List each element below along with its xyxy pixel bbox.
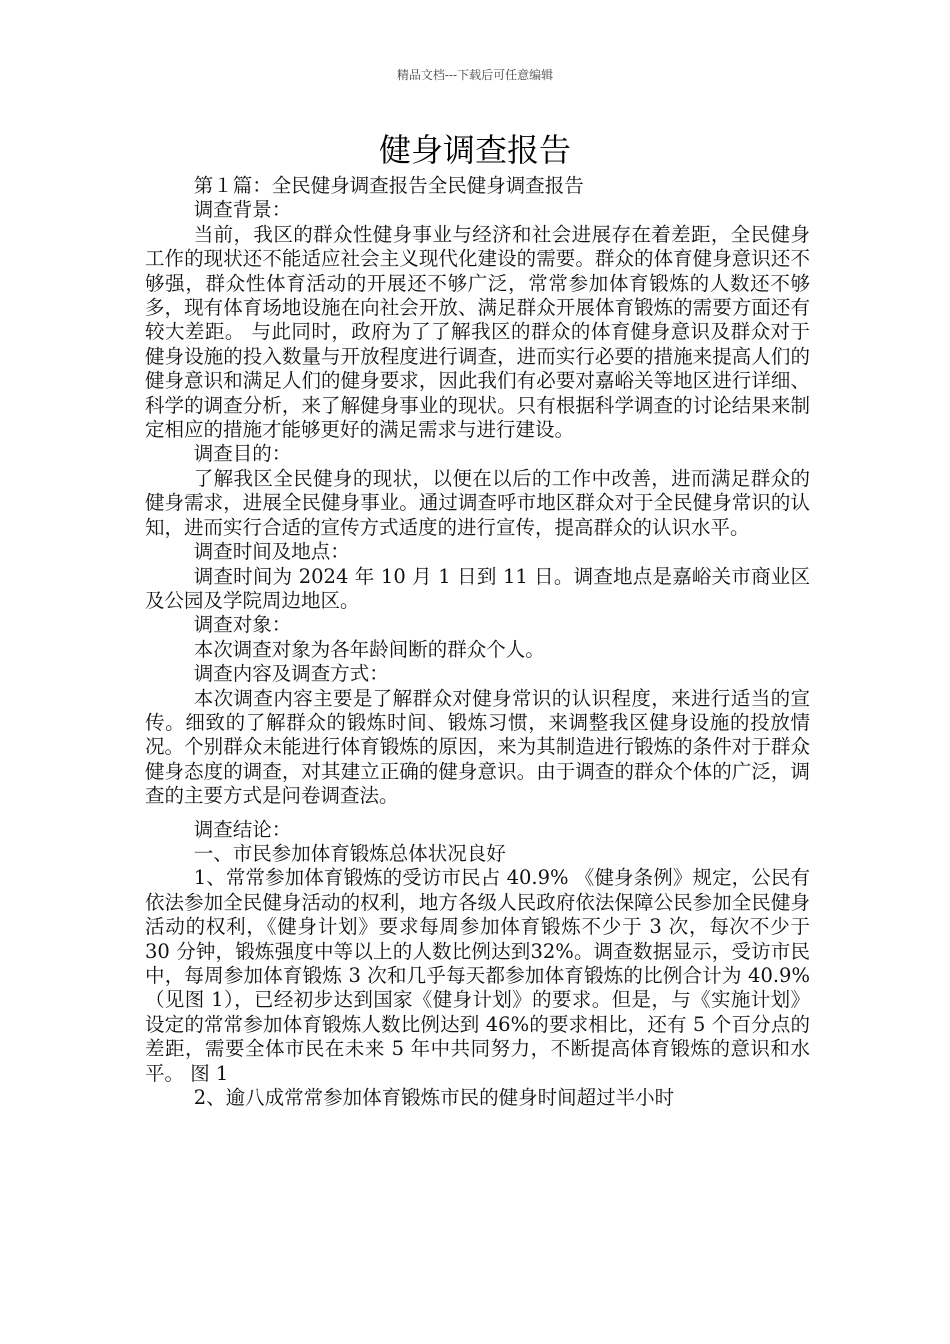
purpose-paragraph: 了解我区全民健身的现状，以便在以后的工作中改善，进而满足群众的健身需求，进展全民健身事业。通过调查呼市地区群众对于全民健身常识的认知，进而实行合适的宣传方式适度的进行宣传，提高群众的认识水平。 (145, 466, 810, 539)
document-title: 健身调查报告 (378, 131, 571, 169)
conclusion-label: 调查结论： (193, 817, 292, 841)
content-method-label: 调查内容及调查方式： (193, 662, 389, 686)
purpose-label: 调查目的： (193, 442, 292, 466)
time-place-paragraph: 调查时间为 2024 年 10 月 1 日到 11 日。调查地点是嘉峪关市商业区及公园及学院周边地区。 (145, 564, 810, 612)
conclusion-point-2: 2、逾八成常常参加体育锻炼市民的健身时间超过半小时 (193, 1086, 675, 1110)
subject-label: 调查对象： (193, 613, 292, 637)
conclusion-heading-1: 一、市民参加体育锻炼总体状况良好 (193, 841, 506, 865)
section-title: 第１篇：全民健身调查报告全民健身调查报告 (193, 174, 584, 197)
background-paragraph: 当前，我区的群众性健身事业与经济和社会进展存在着差距，全民健身工作的现状还不能适应社会主义现代化建设的需要。群众的体育健身意识还不够强，群众性体育活动的开展还不够广泛，常常参加体育锻炼的人数还不够多，现有体育场地设施在向社会开放、满足群众开展体育锻炼的需要方面还有较大差距。 与此同时，政府为了了解我区的群众的体育健身意识及群众对于健身设施的投入数量与开放程度进行调查，进而实行必要的措施来提高人们的健身意识和满足人们的健身要求，因此我们有必要对嘉峪关等地区进行详细、科学的调查分析，来了解健身事业的现状。只有根据科学调查的讨论结果来制定相应的措施才能够更好的满足需求与进行建设。 (145, 222, 810, 442)
page-header: 精品文档---下载后可任意编辑 (396, 68, 554, 82)
conclusion-point-1: 1、常常参加体育锻炼的受访市民占 40.9% 《健身条例》规定，公民有依法参加全民健身活动的权利，地方各级人民政府依法保障公民参加全民健身活动的权利，《健身计划》要求每周参加体育锻炼不少于 3 次，每次不少于 30 分钟，锻炼强度中等以上的人数比例达到32%。调查数据显示，受访市民中，每周参加体育锻炼 3 次和几乎每天都参加体育锻炼的比例合计为 40.9%（见图 1），已经初步达到国家《健身计划》的要求。但是，与《实施计划》设定的常常参加体育锻炼人数比例达到 46%的要求相比，还有 5 个百分点的差距，需要全体市民在未来 5 年中共同努力，不断提高体育锻炼的意识和水平。 图 1 (145, 866, 810, 1085)
content-method-paragraph: 本次调查内容主要是了解群众对健身常识的认识程度，来进行适当的宣传。细致的了解群众的锻炼时间、锻炼习惯，来调整我区健身设施的投放情况。个别群众未能进行体育锻炼的原因，来为其制造进行锻炼的条件对于群众健身态度的调查，对其建立正确的健身意识。由于调查的群众个体的广泛，调查的主要方式是问卷调查法。 (145, 686, 810, 808)
background-label: 调查背景： (193, 198, 292, 222)
time-place-label: 调查时间及地点： (193, 540, 350, 564)
subject-paragraph: 本次调查对象为各年龄间断的群众个人。 (193, 637, 545, 661)
document-body (145, 174, 810, 1110)
